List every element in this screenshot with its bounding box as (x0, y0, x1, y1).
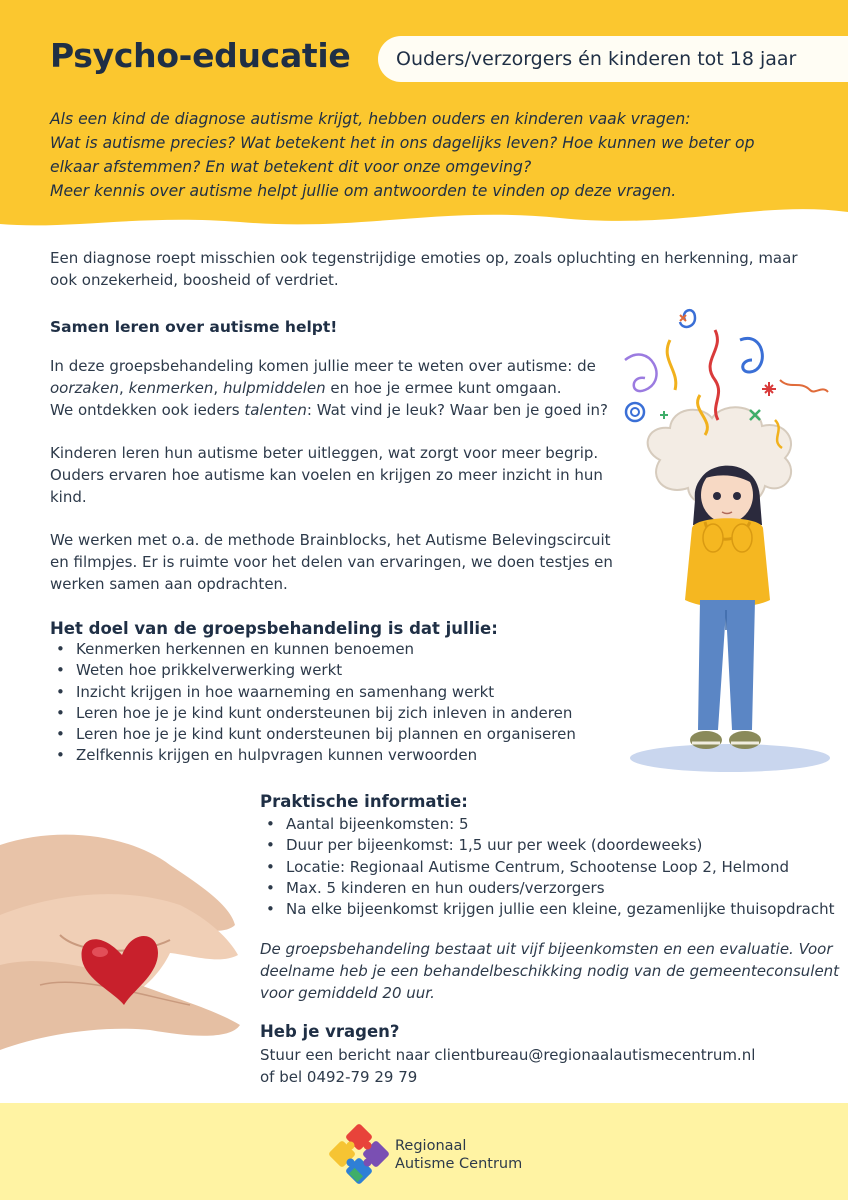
text-span: We ontdekken ook ieders (50, 401, 245, 419)
practical-note (260, 938, 839, 1004)
learn-paragraph-2 (50, 442, 603, 508)
intro-text (50, 107, 810, 203)
logo-line: Autisme Centrum (395, 1156, 523, 1172)
emotions-paragraph (50, 247, 797, 291)
text-line: werken samen aan opdrachten. (50, 575, 288, 593)
text-line: Een diagnose roept misschien ook tegenstrijdige emoties op, zoals opluchting en herkenning, maar (50, 249, 798, 267)
list-item: • Na elke bijeenkomst krijgen jullie een kleine, gezamenlijke thuisopdracht (260, 899, 835, 920)
contact-heading: Heb je vragen? (260, 1022, 400, 1041)
intro-line: Als een kind de diagnose autisme krijgt, hebben ouders en kinderen vaak vragen: (50, 110, 691, 128)
italic-term: hulpmiddelen (222, 379, 326, 397)
page-title: Psycho-educatie (50, 36, 351, 75)
text-line: Kinderen leren hun autisme beter uitleggen, wat zorgt voor meer begrip. (50, 444, 599, 462)
text-line: en filmpjes. Er is ruimte voor het delen van ervaringen, we doen testjes en (50, 553, 613, 571)
learn-paragraph-1 (50, 355, 608, 421)
list-item: • Weten hoe prikkelverwerking werkt (50, 660, 576, 681)
learn-paragraph-3 (50, 529, 613, 595)
footer (0, 1103, 848, 1200)
list-item: • Zelfkennis krijgen en hulpvragen kunnen verwoorden (50, 745, 576, 766)
italic-term: talenten (244, 401, 307, 419)
contact-email-line: Stuur een bericht naar clientbureau@regionaalautismecentrum.nl (260, 1046, 756, 1064)
hands-heart-photo (0, 825, 250, 1055)
text-span: en hoe je ermee kunt omgaan. (325, 379, 562, 397)
text-line (50, 377, 608, 399)
list-item: • Aantal bijeenkomsten: 5 (260, 814, 835, 835)
list-item: • Leren hoe je je kind kunt ondersteunen bij zich inleven in anderen (50, 703, 576, 724)
list-item: • Kenmerken herkennen en kunnen benoemen (50, 639, 576, 660)
text-line: ook onzekerheid, boosheid of verdriet. (50, 271, 339, 289)
note-line: De groepsbehandeling bestaat uit vijf bijeenkomsten en een evaluatie. Voor (260, 940, 833, 958)
italic-term: oorzaken (50, 379, 120, 397)
note-line: deelname heb je een behandelbeschikking nodig van de gemeenteconsulent (260, 962, 840, 980)
text-line: Ouders ervaren hoe autisme kan voelen en krijgen zo meer inzicht in hun (50, 466, 603, 484)
text-span: : Wat vind je leuk? Waar ben je goed in? (306, 401, 608, 419)
logo-line: Regionaal (395, 1138, 467, 1154)
girl-illustration (600, 300, 830, 780)
text-line (50, 399, 608, 421)
separator: , (119, 379, 129, 397)
list-item: • Locatie: Regionaal Autisme Centrum, Schootense Loop 2, Helmond (260, 857, 835, 878)
intro-line: elkaar afstemmen? En wat betekent dit voor onze omgeving? (50, 158, 532, 176)
text-line: We werken met o.a. de methode Brainblocks, het Autisme Belevingscircuit (50, 531, 611, 549)
goals-heading: Het doel van de groepsbehandeling is dat jullie: (50, 619, 498, 638)
contact-text (260, 1044, 755, 1088)
audience-badge: Ouders/verzorgers én kinderen tot 18 jaar (378, 36, 848, 82)
text-line: kind. (50, 488, 87, 506)
list-item: • Leren hoe je je kind kunt ondersteunen bij plannen en organiseren (50, 724, 576, 745)
contact-phone-line: of bel 0492-79 29 79 (260, 1068, 418, 1086)
learn-heading: Samen leren over autisme helpt! (50, 318, 338, 336)
practical-list (260, 814, 835, 920)
puzzle-logo-icon (328, 1123, 390, 1185)
intro-line: Wat is autisme precies? Wat betekent het in ons dagelijks leven? Hoe kunnen we beter op (50, 134, 755, 152)
italic-term: kenmerken (128, 379, 214, 397)
logo-wordmark (395, 1137, 522, 1173)
practical-heading: Praktische informatie: (260, 792, 468, 811)
note-line: voor gemiddeld 20 uur. (260, 984, 435, 1002)
list-item: • Duur per bijeenkomst: 1,5 uur per week (doordeweeks) (260, 835, 835, 856)
goals-list (50, 639, 576, 767)
list-item: • Inzicht krijgen in hoe waarneming en samenhang werkt (50, 682, 576, 703)
text-line: In deze groepsbehandeling komen jullie meer te weten over autisme: de (50, 357, 596, 375)
intro-line: Meer kennis over autisme helpt jullie om antwoorden te vinden op deze vragen. (50, 182, 677, 200)
list-item: • Max. 5 kinderen en hun ouders/verzorgers (260, 878, 835, 899)
header-banner (0, 0, 848, 232)
separator: , (213, 379, 223, 397)
